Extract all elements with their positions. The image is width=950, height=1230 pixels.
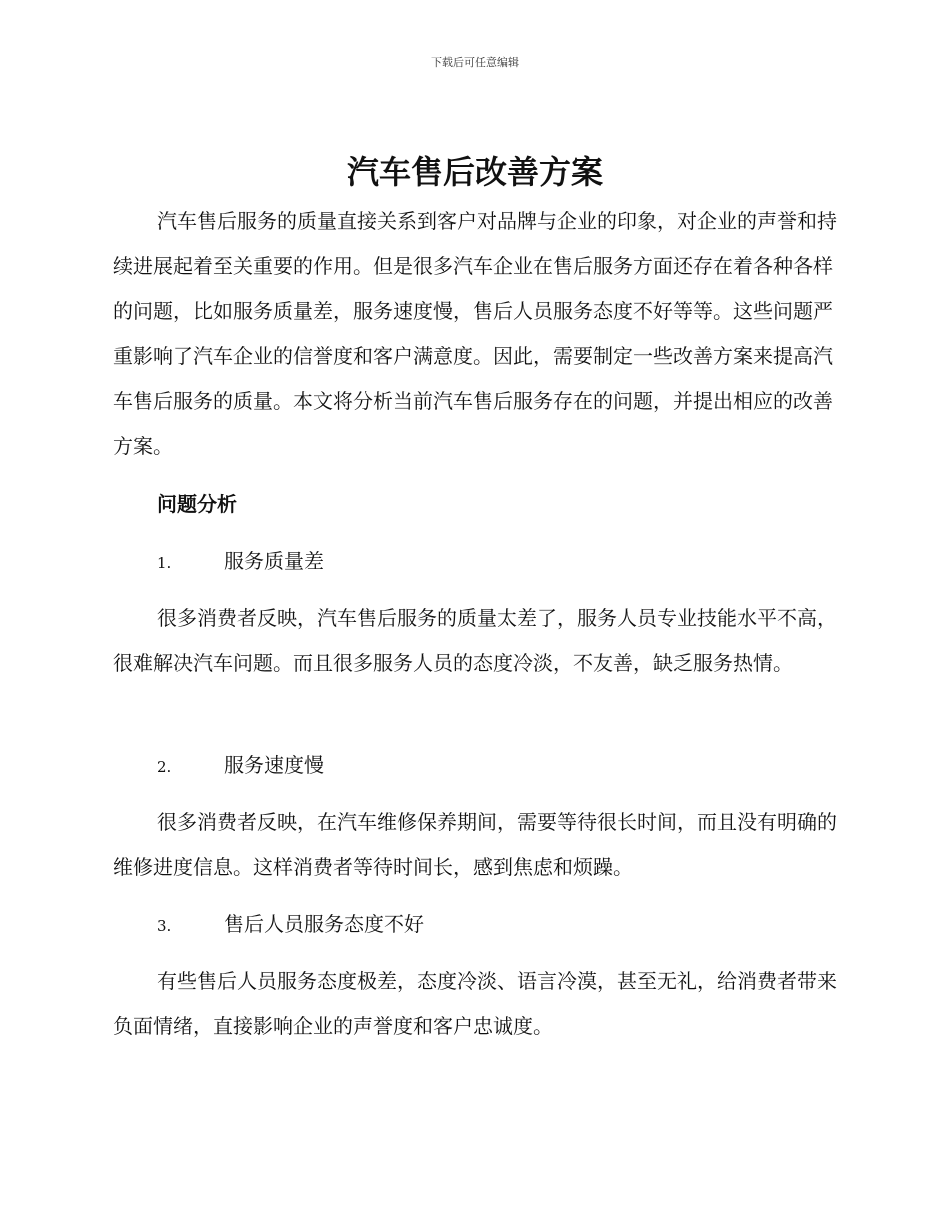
list-item-title: 售后人员服务态度不好 [224,912,424,936]
item-1-paragraph: 很多消费者反映，汽车售后服务的质量太差了，服务人员专业技能水平不高，很难解决汽车问题。而且很多服务人员的态度冷淡，不友善，缺乏服务热情。 [113,606,837,675]
list-item-title: 服务速度慢 [224,753,324,777]
header-note: 下载后可任意编辑 [431,56,519,69]
intro-paragraph: 汽车售后服务的质量直接关系到客户对品牌与企业的印象，对企业的声誉和持续进展起着至关重要的作用。但是很多汽车企业在售后服务方面还存在着各种各样的问题，比如服务质量差，服务速度慢，售后人员服务态度不好等等。这些问题严重影响了汽车企业的信誉度和客户满意度。因此，需要制定一些改善方案来提高汽车售后服务的质量。本文将分析当前汽车售后服务存在的问题，并提出相应的改善方案。 [113,209,837,458]
list-item-1 [157,539,324,584]
item-2-paragraph: 很多消费者反映，在汽车维修保养期间，需要等待很长时间，而且没有明确的维修进度信息。这样消费者等待时间长，感到焦虑和烦躁。 [113,810,837,879]
list-item-2 [157,743,324,788]
list-number: 1. [157,554,172,572]
section-heading: 问题分析 [157,492,237,516]
list-number: 2. [157,758,172,776]
list-number: 3. [157,917,172,935]
document-title: 汽车售后改善方案 [346,153,603,191]
item-3-paragraph: 有些售后人员服务态度极差，态度冷淡、语言冷漠，甚至无礼，给消费者带来负面情绪，直接影响企业的声誉度和客户忠诚度。 [113,969,837,1038]
list-item-title: 服务质量差 [224,549,324,573]
list-item-3 [157,902,424,947]
